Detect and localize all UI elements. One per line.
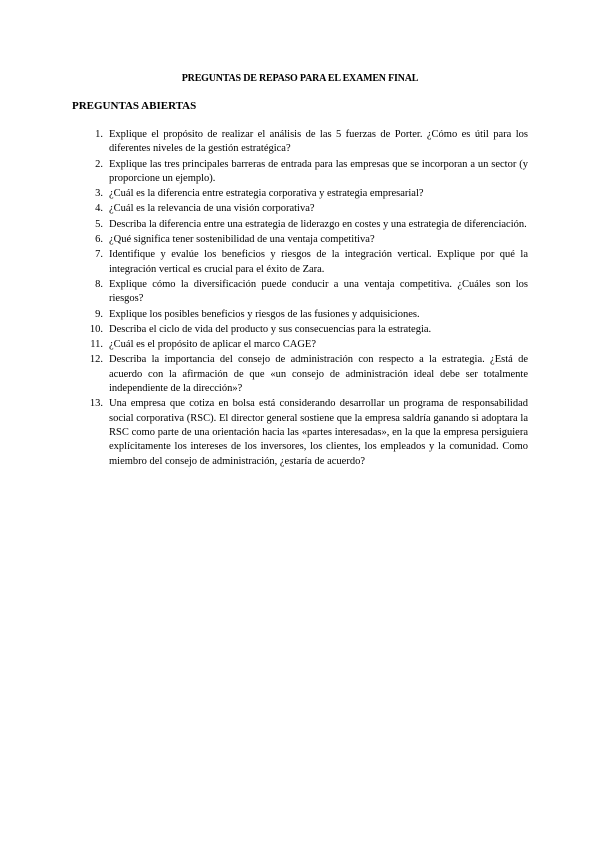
question-item [72, 278, 528, 307]
question-item [72, 338, 528, 352]
question-text: ¿Qué significa tener sostenibilidad de una ventaja competitiva? [109, 234, 375, 246]
question-number: 9. [95, 308, 103, 320]
question-number: 10. [89, 323, 103, 335]
question-item [72, 202, 528, 216]
question-item [72, 353, 528, 396]
question-number: 1. [95, 129, 103, 140]
question-number: 12. [89, 354, 103, 366]
question-number: 3. [95, 188, 103, 200]
question-text: ¿Cuál es el propósito de aplicar el marco CAGE? [109, 339, 317, 351]
question-text: Describa el ciclo de vida del producto y sus consecuencias para la estrategia. [109, 323, 432, 335]
question-item [72, 218, 528, 232]
question-item [72, 397, 528, 468]
question-text: Explique las tres principales barreras de entrada para las empresas que se incorporan a un sector (y proporcione un ejemplo). [109, 158, 528, 184]
question-text: Describa la diferencia entre una estrategia de liderazgo en costes y una estrategia de diferenciación. [109, 218, 527, 230]
question-text: Una empresa que cotiza en bolsa está considerando desarrollar un programa de responsabilidad social corporativa (RSC). El director general sostiene que la empresa saldría ganando si adoptara la RSC como parte de una orientación hacia las «partes interesadas», en la que la empresa persiguiera explícitamente los intereses de los inversores, los clientes, los empleados y la comunidad. Como miembro del consejo de administración, ¿estaría de acuerdo? [109, 398, 528, 467]
question-number: 8. [95, 278, 103, 290]
question-item [72, 323, 528, 337]
question-item [72, 308, 528, 322]
question-item [72, 158, 528, 187]
question-text: Explique los posibles beneficios y riesgos de las fusiones y adquisiciones. [109, 308, 420, 320]
question-number: 4. [95, 203, 103, 215]
question-number: 7. [95, 249, 103, 261]
question-item [72, 233, 528, 247]
question-number: 6. [95, 234, 103, 246]
question-text: Explique cómo la diversificación puede conducir a una ventaja competitiva. ¿Cuáles son los riesgos? [109, 278, 528, 305]
document-title: PREGUNTAS DE REPASO PARA EL EXAMEN FINAL [181, 73, 419, 84]
question-number: 5. [95, 218, 103, 230]
question-text: Identifique y evalúe los beneficios y riesgos de la integración vertical. Explique por qué la integración vertical es crucial para el éxito de Zara. [109, 249, 528, 275]
question-number: 2. [95, 158, 103, 170]
section-heading: PREGUNTAS ABIERTAS [72, 100, 197, 112]
question-text: ¿Cuál es la relevancia de una visión corporativa? [109, 203, 315, 215]
question-text: ¿Cuál es la diferencia entre estrategia corporativa y estrategia empresarial? [109, 188, 424, 200]
question-item [72, 128, 528, 157]
question-number: 11. [90, 339, 103, 351]
question-text: Describa la importancia del consejo de administración con respecto a la estrategia. ¿Está de acuerdo con la afirmación de que «un consejo de administración ideal debe ser totalmente independiente de la dirección»? [109, 354, 528, 395]
question-text: Explique el propósito de realizar el análisis de las 5 fuerzas de Porter. ¿Cómo es útil para los diferentes niveles de la gestión estratégica? [109, 129, 528, 155]
question-item [72, 248, 528, 277]
question-list [72, 128, 528, 470]
question-item [72, 187, 528, 201]
question-number: 13. [89, 398, 103, 410]
